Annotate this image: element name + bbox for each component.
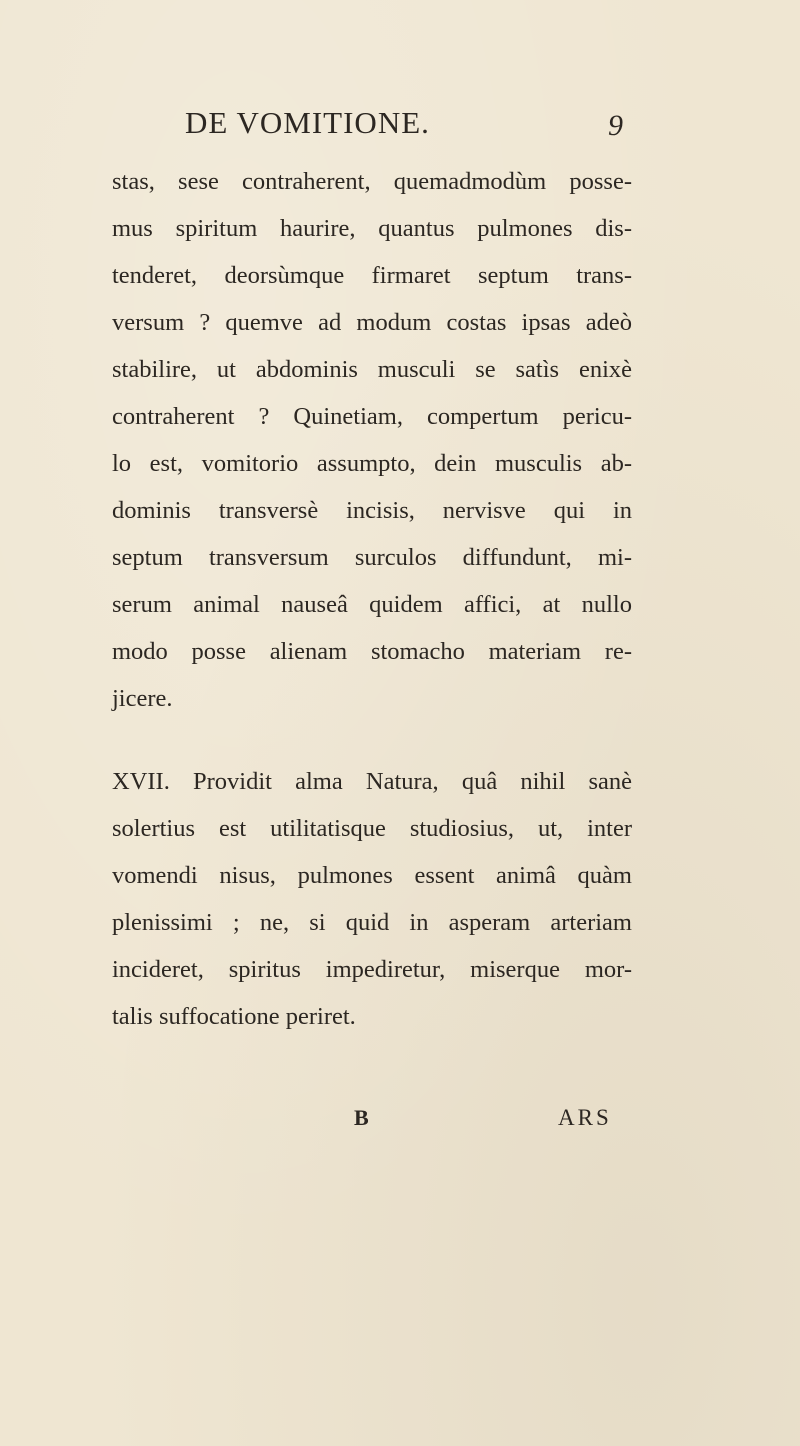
- text-line: serum animal nauseâ quidem affici, at nullo: [112, 591, 632, 618]
- running-head: [0, 105, 800, 155]
- paragraph-spacer: [112, 722, 632, 758]
- text-line: stas, sese contraherent, quemadmodùm posse-: [112, 168, 632, 195]
- page-footer: [0, 1105, 800, 1145]
- catchword: ARS: [558, 1105, 612, 1130]
- running-title: DE VOMITIONE.: [185, 105, 430, 140]
- text-line: jicere.: [112, 685, 173, 712]
- text-line: dominis transversè incisis, nervisve qui in: [112, 497, 632, 524]
- text-line: contraherent ? Quinetiam, compertum pericu-: [112, 403, 632, 430]
- text-line: talis suffocatione periret.: [112, 1003, 356, 1030]
- page-number: 9: [608, 109, 623, 142]
- text-line: lo est, vomitorio assumpto, dein musculis ab-: [112, 450, 632, 477]
- paragraph: [112, 758, 632, 1040]
- text-line: stabilire, ut abdominis musculi se satìs enixè: [112, 356, 632, 383]
- paragraph: [112, 158, 632, 722]
- text-line: mus spiritum haurire, quantus pulmones dis-: [112, 215, 632, 242]
- text-line: solertius est utilitatisque studiosius, ut, inter: [112, 815, 632, 842]
- text-line: incideret, spiritus impediretur, miserque mor-: [112, 956, 632, 983]
- text-line: plenissimi ; ne, si quid in asperam arteriam: [112, 909, 632, 936]
- text-line: vomendi nisus, pulmones essent animâ quàm: [112, 862, 632, 889]
- text-line: XVII. Providit alma Natura, quâ nihil sanè: [112, 768, 632, 795]
- text-line: modo posse alienam stomacho materiam re-: [112, 638, 632, 665]
- text-line: versum ? quemve ad modum costas ipsas adeò: [112, 309, 632, 336]
- text-line: tenderet, deorsùmque firmaret septum trans-: [112, 262, 632, 289]
- signature-mark: B: [354, 1105, 369, 1130]
- text-line: septum transversum surculos diffundunt, mi-: [112, 544, 632, 571]
- body-text: [112, 158, 632, 1040]
